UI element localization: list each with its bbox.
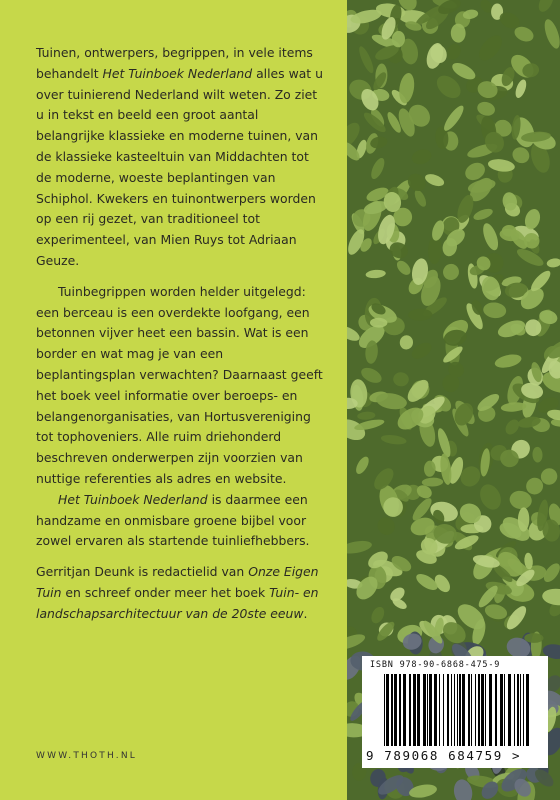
bio-end: . bbox=[303, 605, 308, 621]
author-bio bbox=[36, 562, 326, 624]
bio-middle: en schreef onder meer het boek bbox=[61, 584, 270, 600]
barcode-label bbox=[362, 656, 548, 768]
p1-rest: alles wat u over tuinierend Nederland wilt weten. Zo ziet u in tekst en beeld een groot aantal belangrijke klassieke en moderne tuinen, van de klassieke kasteeltuin van Middachten tot de moderne, woeste beplantingen van Schiphol. Kwekers en tuinontwerpers worden op een rij gezet, van traditioneel tot experimenteel, van Mien Ruys tot Adriaan Geuze. bbox=[36, 65, 323, 268]
p1-book-title: Het Tuinboek Nederland bbox=[102, 65, 253, 81]
p3-rest: is daarmee een handzame en onmisbare groene bijbel voor zowel ervaren als startende tuinliefhebbers. bbox=[36, 491, 310, 549]
magazine-title: Onze Eigen Tuin bbox=[36, 564, 319, 600]
isbn-text: ISBN 978-90-6868-475-9 bbox=[370, 660, 501, 670]
bio-book-title: Tuin- en landschapsarchitectuur van de 20ste eeuw bbox=[36, 584, 319, 621]
paragraph-1 bbox=[36, 43, 326, 272]
barcode-bars bbox=[382, 674, 532, 748]
bio-start: Gerritjan Deunk is redactielid van bbox=[36, 564, 249, 580]
blurb-text bbox=[36, 43, 326, 625]
paragraph-2: Tuinbegrippen worden helder uitgelegd: een berceau is een overdekte loofgang, een betonnen vijver heet een bassin. Wat is een border en wat mag je van een beplantingsplan verwachten? Daarnaast geeft het boek veel informatie over beroeps- en belangenorganisaties, van Hortusvereniging tot tophoveniers. Alle ruim driehonderd beschreven onderwerpen zijn voorzien van nuttige referenties als adres en website. bbox=[36, 283, 323, 486]
p3-book-title: Het Tuinboek Nederland bbox=[58, 491, 208, 507]
p1-start: Tuinen, ontwerpers, begrippen, in vele items behandelt bbox=[36, 45, 313, 81]
publisher-website: WWW.THOTH.NL bbox=[36, 751, 137, 761]
barcode-digits: 9 789068 684759 > bbox=[366, 748, 522, 763]
paragraph-3 bbox=[36, 490, 326, 552]
